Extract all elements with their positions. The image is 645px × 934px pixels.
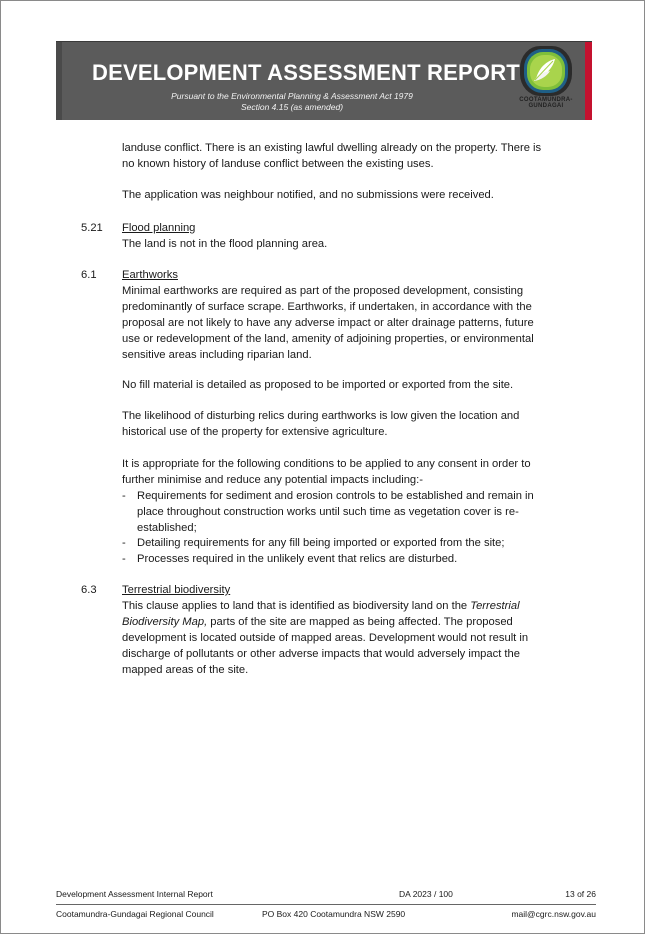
map-name-italic: Biodiversity Map, [122,616,208,628]
section-number-5-21: 5.21 [81,222,103,234]
banner-accent-stripe [585,42,592,120]
footer-address: PO Box 420 Cootamundra NSW 2590 [262,909,406,919]
list-item-text: Processes required in the unlikely event that relics are disturbed. [137,553,458,565]
section-text-flood-planning: The land is not in the flood planning area. [122,238,328,250]
text-line [122,598,577,614]
report-header-banner [56,41,592,120]
section-heading-earthworks: Earthworks [122,269,178,281]
text-line: proposal are not likely to have any adverse impact or alter drainage patterns, future [122,317,534,329]
banner-shade [56,42,62,120]
text-line: Minimal earthworks are required as part of the proposed development, consisting [122,285,524,297]
map-name-italic: Terrestrial [470,600,520,612]
text-line: predominantly of surface scrape. Earthworks, if undertaken, in accordance with the [122,301,532,313]
section-heading-terrestrial-biodiversity: Terrestrial biodiversity [122,584,231,596]
list-item-text: Detailing requirements for any fill being imported or exported from the site; [137,537,505,549]
text-run: This clause applies to land that is identified as biodiversity land on the [122,600,471,612]
report-title: DEVELOPMENT ASSESSMENT REPORT [92,60,520,85]
text-run: parts of the site are mapped as being affected. The proposed [207,616,513,628]
text-line: Requirements for sediment and erosion controls to be established and remain in [137,490,534,502]
logo-text-line2: GUNDAGAI [528,103,564,109]
text-line: development is located outside of mapped areas. Development would not result in [122,632,529,644]
intro-paragraph-1 [122,140,577,172]
text-line: discharge of pollutants or other adverse impacts that would adversely impact the [122,648,520,660]
logo-text-line1: COOTAMUNDRA- [519,97,573,103]
footer-page-number: 13 of 26 [565,889,596,899]
report-subtitle-act: Pursuant to the Environmental Planning & Assessment Act 1979 [171,91,413,101]
council-logo-icon [517,45,575,97]
section-number-6-1: 6.1 [81,269,97,281]
intro-paragraph-2: The application was neighbour notified, and no submissions were received. [122,189,494,201]
earthworks-paragraph-4 [122,456,577,488]
text-line: use or redevelopment of the land, amenity of adjoining properties, or environmental [122,333,534,345]
footer-email: mail@cgrc.nsw.gov.au [511,909,596,919]
footer-council-name: Cootamundra-Gundagai Regional Council [56,909,214,919]
section-heading-flood-planning: Flood planning [122,222,196,234]
text-line: further minimise and reduce any potential impacts including:- [122,474,423,486]
text-line: The likelihood of disturbing relics during earthworks is low given the location and [122,410,520,422]
footer-divider [56,904,596,905]
text-line: It is appropriate for the following conditions to be applied to any consent in order to [122,458,531,470]
council-logo-text [517,97,575,109]
text-line [122,614,577,630]
bullet-dash: - [122,537,126,549]
text-line: historical use of the property for extensive agriculture. [122,426,388,438]
section-number-6-3: 6.3 [81,584,97,596]
bullet-dash: - [122,553,126,565]
text-line: established; [137,522,197,534]
earthworks-paragraph-2: No fill material is detailed as proposed to be imported or exported from the site. [122,379,514,391]
text-line: sensitive areas including riparian land. [122,349,312,361]
text-line: place throughout construction works until such time as vegetation cover is re- [137,506,519,518]
earthworks-paragraph-3 [122,408,577,440]
text-line: landuse conflict. There is an existing lawful dwelling already on the property. There is [122,142,542,154]
council-logo [517,45,575,117]
earthworks-paragraph-1 [122,283,577,363]
report-subtitle-section: Section 4.15 (as amended) [240,102,344,112]
footer-report-name: Development Assessment Internal Report [56,889,213,899]
list-item-text [137,488,565,536]
biodiversity-paragraph [122,598,577,678]
text-line: no known history of landuse conflict between the existing uses. [122,158,434,170]
footer-da-number: DA 2023 / 100 [399,889,453,899]
text-line: mapped areas of the site. [122,664,249,676]
bullet-dash: - [122,490,126,502]
